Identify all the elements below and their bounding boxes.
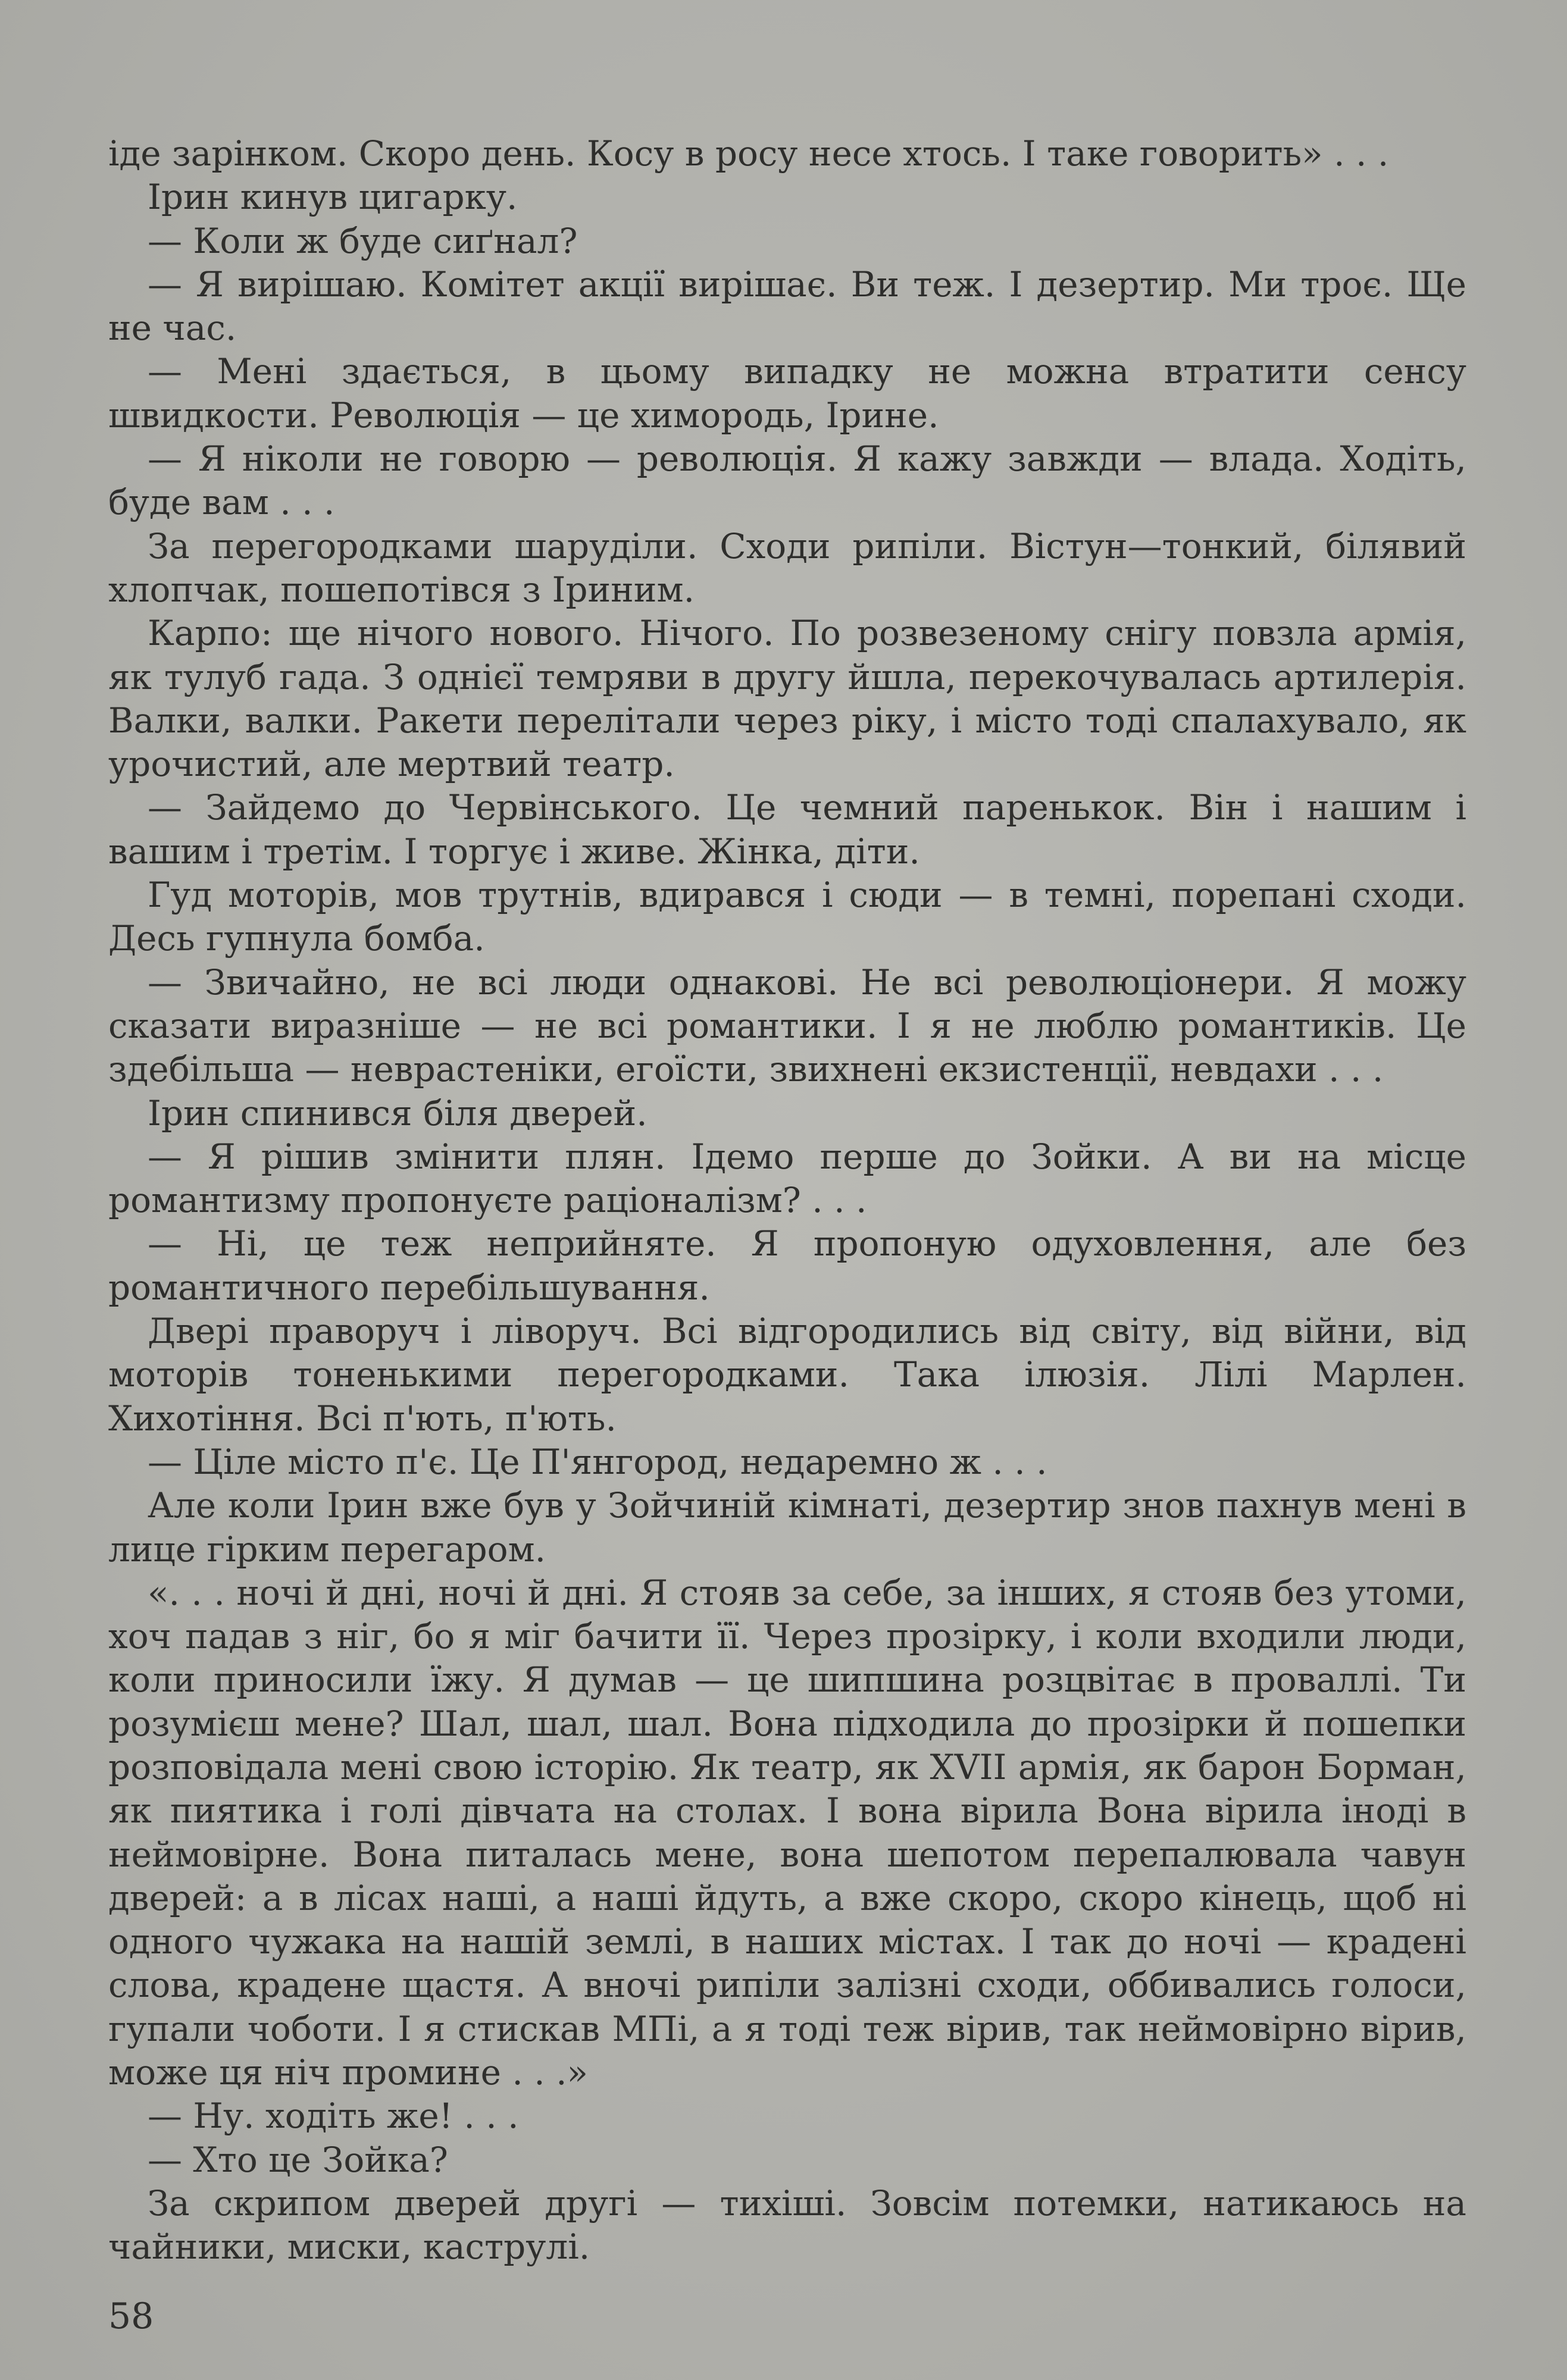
paragraph: Але коли Ірин вже був у Зойчиній кімнаті, дезертир знов пахнув мені в лице гірким перегаром. [108,1485,1466,1570]
paragraph: Двері праворуч і ліворуч. Всі відгородились від світу, від війни, від моторів тоненькими перегородками. Така ілюзія. Лілі Марлен. Хихотіння. Всі п'ють, п'ють. [108,1311,1466,1439]
paragraph: — Я ніколи не говорю — революція. Я кажу завжди — влада. Ходіть, буде вам . . . [108,439,1466,523]
paragraph: іде зарінком. Скоро день. Косу в росу несе хтось. І таке говорить» . . . [108,133,1389,174]
paragraph: Ірин кинув цигарку. [148,177,518,218]
paragraph: — Зайдемо до Червінського. Це чемний паренькок. Він і нашим і вашим і третім. І торгує і живе. Жінка, діти. [108,787,1466,872]
paragraph: — Хто це Зойка? [148,2139,448,2180]
paragraph: — Коли ж буде сиґнал? [148,220,578,261]
paragraph: «. . . ночі й дні, ночі й дні. Я стояв за себе, за інших, я стояв без утоми, хоч падав з ніг, бо я міг бачити її. Через прозірку, і коли входили люди, коли приносили їжу. Я думав — це шипшина розцвітає в проваллі. Ти розумієш мене? Шал, шал, шал. Вона підходила до прозірки й пошепки розповідала мені свою історію. Як театр, як XVII армія, як барон Борман, як пиятика і голі дівчата на столах. І вона вірила Вона вірила іноді в неймовірне. Вона питалась мене, вона шепотом перепалювала чавун дверей: а в лісах наші, а наші йдуть, а вже скоро, скоро кінець, щоб ні одного чужака на нашій землі, в наших містах. І так до ночі — крадені слова, крадене щастя. А вночі рипіли залізні сходи, оббивались голоси, гупали чоботи. І я стискав МПі, а я тоді теж вірив, так неймовірно вірив, може ця ніч промине . . .» [108,1572,1466,2093]
paragraph: — Ні, це теж неприйняте. Я пропоную одуховлення, але без романтичного перебільшування. [108,1223,1466,1308]
paragraph: — Ну. ходіть же! . . . [148,2096,519,2137]
paragraph: — Я вирішаю. Комітет акції вирішає. Ви теж. І дезертир. Ми троє. Ще не час. [108,264,1466,349]
paragraph: Ірин спинився біля дверей. [148,1092,648,1133]
paragraph: — Я рішив змінити плян. Ідемо перше до Зойки. А ви на місце романтизму пропонуєте раціоналізм? . . . [108,1136,1466,1221]
paragraph: Карпо: ще нічого нового. Нічого. По розвезеному снігу повзла армія, як тулуб гада. З однієї темряви в другу йшла, перекочувалась артилерія. Валки, валки. Ракети перелітали через ріку, і місто тоді спалахувало, як урочистий, але мертвий театр. [108,613,1466,785]
paragraph: Гуд моторів, мов трутнів, вдирався і сюди — в темні, порепані сходи. Десь гупнула бомба. [108,875,1466,959]
paragraph: — Мені здається, в цьому випадку не можна втратити сенсу швидкости. Революція — це химородь, Ірине. [108,351,1466,436]
body-text [108,132,1466,2269]
paragraph: За перегородками шаруділи. Сходи рипіли. Вістун—тонкий, білявий хлопчак, пошепотівся з Іриним. [108,525,1466,610]
paragraph: За скрипом дверей другі — тихіші. Зовсім потемки, натикаюсь на чайники, миски, каструлі. [108,2182,1466,2268]
paragraph: — Звичайно, не всі люди однакові. Не всі революціонери. Я можу сказати виразніше — не всі романтики. І я не люблю романтиків. Це здебільша — неврастеніки, егоїсти, звихнені екзистенції, невдахи . . . [108,962,1466,1090]
page-number: 58 [108,2296,154,2337]
paragraph: — Ціле місто п'є. Це П'янгород, недаремно ж . . . [148,1441,1047,1482]
